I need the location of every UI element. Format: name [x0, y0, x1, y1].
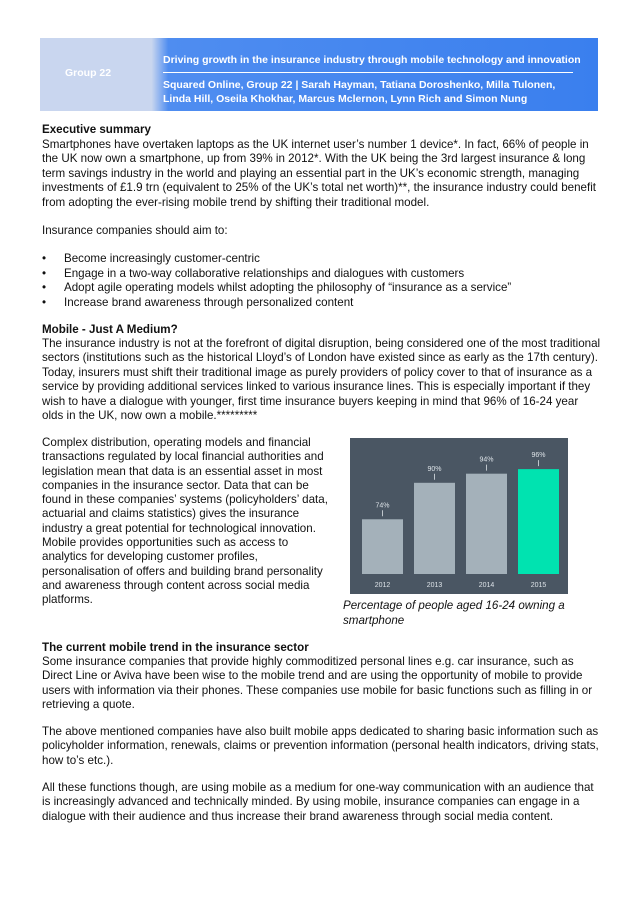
category-label: 2012	[374, 582, 391, 589]
current-trend-paragraph-2: The above mentioned companies have also built mobile apps dedicated to sharing basic information such as policyholder information, renewals, claims or prevention information (personal health indicators, driving stats, how to’s etc.).	[42, 725, 599, 767]
title-divider	[163, 72, 573, 73]
category-label: 2015	[530, 582, 547, 589]
chart-bar	[466, 474, 507, 574]
group-label: Group 22	[65, 67, 112, 79]
document-title: Driving growth in the insurance industry through mobile technology and innovation	[163, 54, 581, 66]
executive-summary-heading: Executive summary	[42, 123, 151, 136]
chart-bar	[362, 519, 403, 574]
smartphone-ownership-chart	[350, 438, 568, 594]
value-label: 90%	[427, 465, 442, 473]
chart-bar	[414, 483, 455, 574]
list-item: • Become increasingly customer-centric	[42, 252, 511, 267]
aim-intro: Insurance companies should aim to:	[42, 224, 228, 237]
chart-caption: Percentage of people aged 16-24 owning a smartphone	[343, 599, 565, 627]
category-label: 2014	[478, 582, 495, 589]
category-label: 2013	[426, 582, 443, 589]
value-label: 96%	[531, 452, 546, 460]
value-label: 74%	[375, 502, 390, 510]
author-list: Squared Online, Group 22 | Sarah Hayman, Tatiana Doroshenko, Milla Tulonen, Linda Hill, Oseila Khokhar, Marcus Mclernon, Lynn Rich and Simon Nung	[163, 79, 556, 105]
current-trend-paragraph-1: Some insurance companies that provide highly commoditized personal lines e.g. car insurance, such as Direct Line or Aviva have been wise to the mobile trend and are using the opportunity of mobile to provide users with information via their phones. These companies use mobile for basic functions such as filling in or retrieving a quote.	[42, 655, 593, 712]
mobile-medium-heading: Mobile - Just A Medium?	[42, 323, 178, 336]
aim-list	[42, 252, 511, 310]
current-trend-heading: The current mobile trend in the insurance sector	[42, 641, 309, 654]
mobile-medium-column: Complex distribution, operating models and financial transactions regulated by local financial authorities and legislation mean that data is an essential asset in most companies in the insurance sector. Data that can be found in these companies’ systems (policyholders’ data, actuarial and claims statistics) gives the insurance industry a great potential for technological innovation. Mobile provides opportunities such as access to analytics for developing customer profiles, personalisation of offers and building brand personality and awareness through content across social media platforms.	[42, 436, 328, 607]
list-item: • Engage in a two-way collaborative relationships and dialogues with customers	[42, 267, 511, 282]
list-item: • Adopt agile operating models whilst adopting the philosophy of “insurance as a service”	[42, 281, 511, 296]
current-trend-paragraph-3: All these functions though, are using mobile as a medium for one-way communication with an audience that is increasingly advanced and technically minded. By using mobile, insurance companies can engage in a dialogue with their audience and thus increase their brand awareness through social media content.	[42, 781, 594, 823]
list-item: • Increase brand awareness through personalized content	[42, 296, 511, 311]
executive-summary-paragraph: Smartphones have overtaken laptops as the UK internet user’s number 1 device*. In fact, 66% of people in the UK now own a smartphone, up from 39% in 2012*. With the UK being the 3rd largest insurance & long term savings industry in the world and playing an essential part in the UK’s economic strength, managing investments of £1.9 trn (equivalent to 25% of the UK’s total net worth)**, the insurance industry could benefit from adopting the ever-rising mobile trend by shifting their traditional model.	[42, 138, 597, 209]
chart-bar	[518, 469, 559, 574]
value-label: 94%	[479, 456, 494, 464]
mobile-medium-paragraph: The insurance industry is not at the forefront of digital disruption, being considered one of the most traditional sectors (institutions such as the historical Lloyd’s of London have existed since as early as the 17th century). Today, insurers must shift their traditional image as purely providers of policy cover to that of insurance as a service by providing additional services linked to various insurance lines. This is especially important if they wish to have a dialogue with younger, first time insurance buyers keeping in mind that 96% of 16-24 year olds in the UK, now own a mobile.*********	[42, 337, 601, 423]
